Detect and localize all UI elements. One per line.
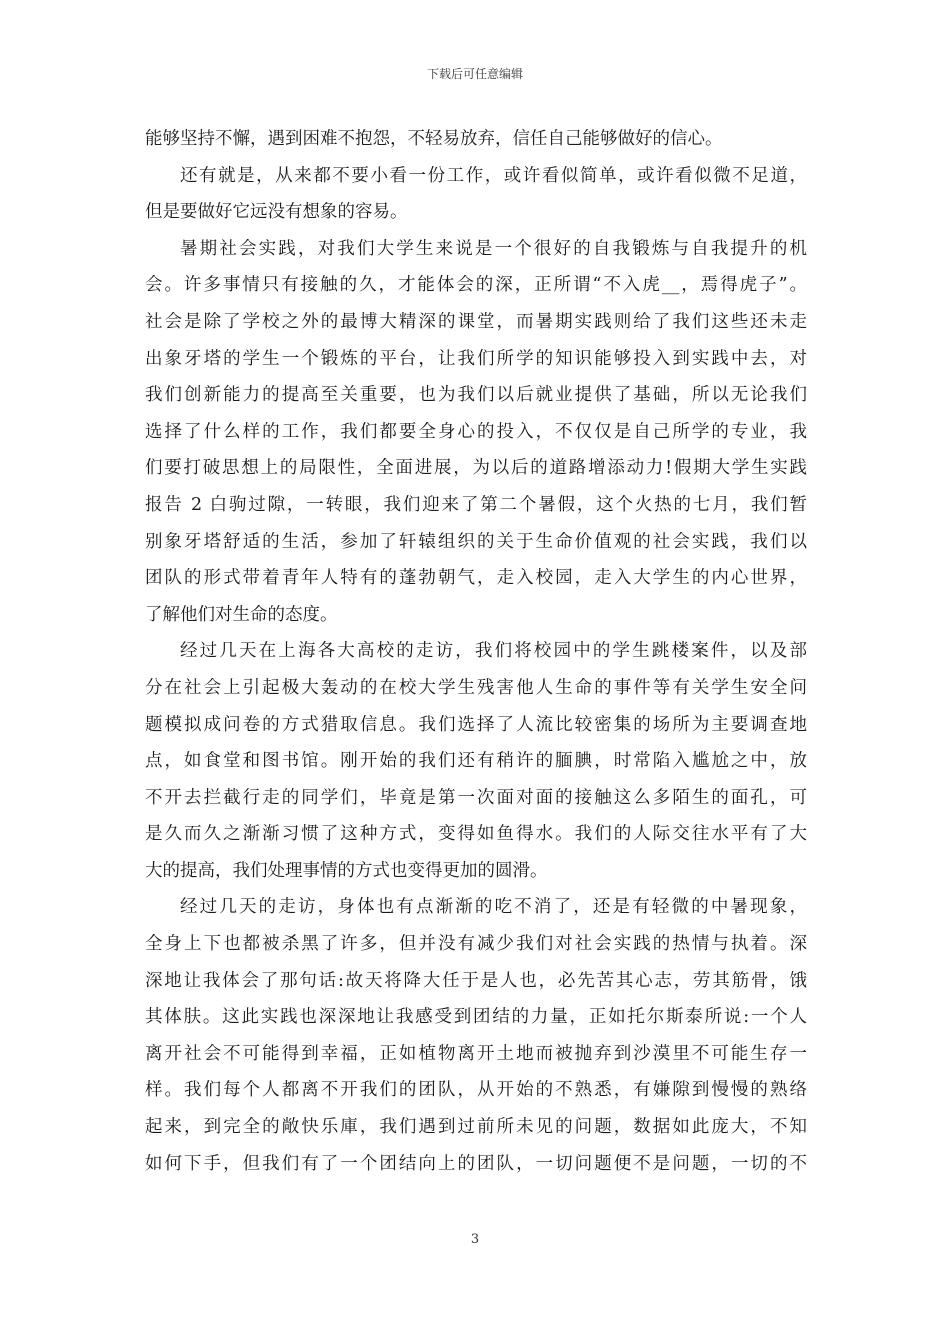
document-body <box>145 121 807 1182</box>
text-line: 不开去拦截行走的同学们，毕竟是第一次面对面的接触这么多陌生的面孔，可 <box>145 787 807 808</box>
text-line: 能够坚持不懈，遇到困难不抱怨，不轻易放弃，信任自己能够做好的信心。 <box>145 129 723 149</box>
text-line: 团队的形式带着青年人特有的蓬勃朝气，走入校园，走入大学生的内心世界， <box>145 568 807 589</box>
text-line: 但是要做好它远没有想象的容易。 <box>145 202 408 223</box>
text-line: 全身上下也都被杀黑了许多，但并没有减少我们对社会实践的热情与执着。深 <box>145 934 807 955</box>
text-line: 分在社会上引起极大轰动的在校大学生残害他人生命的事件等有关学生安全问 <box>145 677 807 698</box>
text-line: 题模拟成问卷的方式猎取信息。我们选择了人流比较密集的场所为主要调查地 <box>145 714 807 735</box>
text-line: 起来，到完全的敞快乐庫，我们遇到过前所未见的问题，数据如此庞大，不知 <box>145 1117 807 1138</box>
text-line: 暑期社会实践，对我们大学生来说是一个很好的自我锻炼与自我提升的机 <box>180 238 807 259</box>
text-line: 如何下手，但我们有了一个团结向上的团队，一切问题便不是问题，一切的不 <box>145 1153 807 1174</box>
text-line: 了解他们对生命的态度。 <box>145 604 338 625</box>
text-line: 报告 2 白驹过隙，一转眼，我们迎来了第二个暑假，这个火热的七月，我们暂 <box>145 494 807 515</box>
text-line: 其体肤。这此实践也深深地让我感受到团结的力量，正如托尔斯泰所说:一个人 <box>145 1007 807 1028</box>
text-line: 点，如食堂和图书馆。刚开始的我们还有稍许的腼腆，时常陷入尴尬之中，放 <box>145 751 807 772</box>
text-line: 离开社会不可能得到幸福，正如植物离开土地而被抛弃到沙漠里不可能生存一 <box>145 1043 807 1064</box>
text-line: 经过几天在上海各大高校的走访，我们将校园中的学生跳楼案件，以及部 <box>180 641 807 662</box>
text-line: 是久而久之渐渐习惯了这种方式，变得如鱼得水。我们的人际交往水平有了大 <box>145 824 807 845</box>
text-line: 会。许多事情只有接触的久，才能体会的深，正所谓“不入虎__，焉得虎子”。 <box>145 275 807 296</box>
text-line: 选择了什么样的工作，我们都要全身心的投入，不仅仅是自己所学的专业，我 <box>145 421 807 442</box>
text-line: 我们创新能力的提高至关重要，也为我们以后就业提供了基础，所以无论我们 <box>145 385 807 406</box>
text-line: 出象牙塔的学生一个锻炼的平台，让我们所学的知识能够投入到实践中去，对 <box>145 348 807 369</box>
text-line: 别象牙塔舒适的生活，参加了轩辕组织的关于生命价值观的社会实践，我们以 <box>145 531 807 552</box>
text-line: 社会是除了学校之外的最博大精深的课堂，而暑期实践则给了我们这些还未走 <box>145 311 807 332</box>
page-number: 3 <box>470 1232 480 1247</box>
text-line: 样。我们每个人都离不开我们的团队，从开始的不熟悉，有嫌隙到慢慢的熟络 <box>145 1080 807 1101</box>
text-line: 经过几天的走访，身体也有点渐渐的吃不消了，还是有轻微的中暑现象， <box>180 897 807 918</box>
text-line: 深地让我体会了那句话:故天将降大任于是人也，必先苦其心志，劳其筋骨，饿 <box>145 970 807 991</box>
text-line: 们要打破思想上的局限性，全面进展，为以后的道路增添动力!假期大学生实践 <box>145 458 807 479</box>
text-line: 还有就是，从来都不要小看一份工作，或许看似简单，或许看似微不足道， <box>180 165 807 186</box>
page-header: 下载后可任意编辑 <box>426 67 523 81</box>
text-line: 大的提高，我们处理事情的方式也变得更加的圆滑。 <box>145 860 548 881</box>
